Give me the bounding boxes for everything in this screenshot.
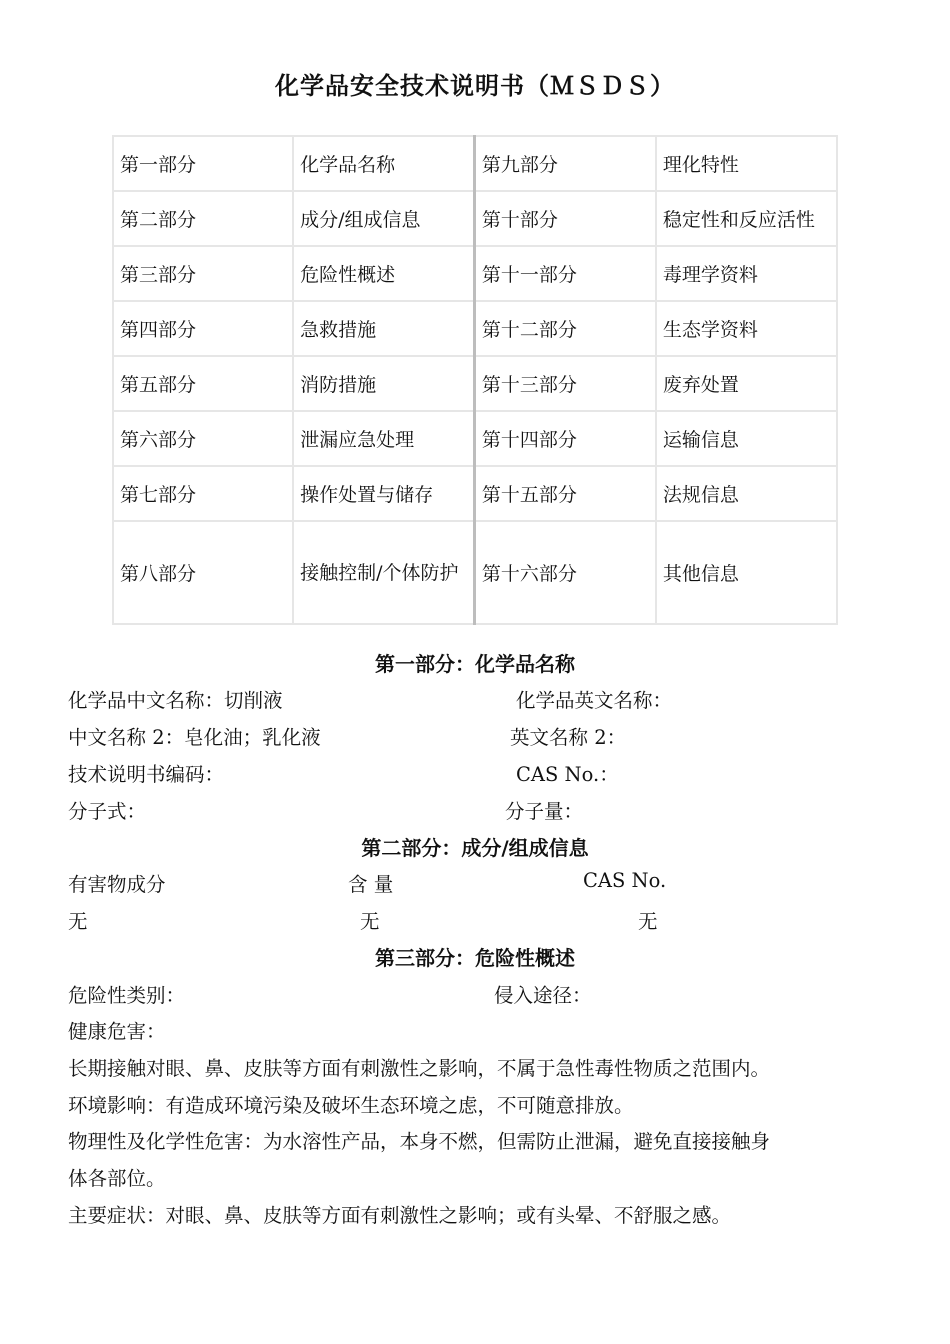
contents-row [113,411,837,466]
part-title-cell: 化学品名称 [293,136,474,191]
part-title-cell: 稳定性和反应活性 [656,191,837,246]
hazard-category-line: 危险性类别： [68,984,186,1007]
content-value: 无 [360,910,380,933]
health-label: 健康危害： [68,1020,166,1043]
contents-table [112,135,838,625]
part-number-cell: 第十四部分 [474,411,656,466]
part-title-cell: 法规信息 [656,466,837,521]
health-text: 长期接触对眼、鼻、皮肤等方面有刺激性之影响，不属于急性毒性物质之范围内。 [68,1057,771,1080]
col-content-header: 含 量 [348,873,394,896]
part-title-cell: 生态学资料 [656,301,837,356]
physchem-line-1: 物理性及化学性危害：为水溶性产品，本身不燃，但需防止泄漏，避免直接接触身 [68,1130,771,1153]
document-title: 化学品安全技术说明书（ＭＳＤＳ） [275,71,675,100]
part-number-cell: 第十部分 [474,191,656,246]
physchem-line-2: 体各部位。 [68,1167,166,1190]
part-title-cell: 运输信息 [656,411,837,466]
part-number-cell: 第十六部分 [474,521,656,624]
contents-row [113,356,837,411]
en-name2-line: 英文名称 2： [510,726,627,749]
part-number-cell: 第十一部分 [474,246,656,301]
section-2-header: 第二部分：成分/组成信息 [361,836,589,860]
part-number-cell: 第六部分 [113,411,293,466]
cas-line: CAS No.： [516,763,619,786]
contents-row [113,466,837,521]
part-title-cell: 危险性概述 [293,246,474,301]
part-title-cell: 理化特性 [656,136,837,191]
contents-row [113,191,837,246]
contents-row [113,136,837,191]
part-number-cell: 第七部分 [113,466,293,521]
section-1-header: 第一部分：化学品名称 [375,652,575,676]
mw-line: 分子量： [505,800,584,823]
part-number-cell: 第五部分 [113,356,293,411]
part-title-cell: 消防措施 [293,356,474,411]
part-title-cell: 急救措施 [293,301,474,356]
cas-value: 无 [638,910,658,933]
part-title-cell: 接触控制/个体防护 [293,521,474,624]
formula-line: 分子式： [68,800,147,823]
en-name-line: 化学品英文名称： [516,689,673,712]
symptom-line: 主要症状：对眼、鼻、皮肤等方面有刺激性之影响；或有头晕、不舒服之感。 [68,1204,732,1227]
section-3-header: 第三部分：危险性概述 [375,946,575,970]
part-number-cell: 第十五部分 [474,466,656,521]
part-number-cell: 第九部分 [474,136,656,191]
route-line: 侵入途径： [494,984,592,1007]
contents-row [113,246,837,301]
col-cas-header: CAS No. [583,869,667,892]
part-title-cell: 其他信息 [656,521,837,624]
hazard-value: 无 [68,910,88,933]
part-number-cell: 第十二部分 [474,301,656,356]
part-number-cell: 第四部分 [113,301,293,356]
cn-name-line: 化学品中文名称：切削液 [68,689,283,712]
contents-row [113,521,837,624]
part-title-cell: 成分/组成信息 [293,191,474,246]
code-line: 技术说明书编码： [68,763,225,786]
part-title-cell: 废弃处置 [656,356,837,411]
part-number-cell: 第一部分 [113,136,293,191]
contents-row [113,301,837,356]
part-title-cell: 泄漏应急处理 [293,411,474,466]
part-number-cell: 第二部分 [113,191,293,246]
col-hazard-header: 有害物成分 [68,873,166,896]
environment-line: 环境影响：有造成环境污染及破坏生态环境之虑，不可随意排放。 [68,1094,634,1117]
part-number-cell: 第十三部分 [474,356,656,411]
part-number-cell: 第三部分 [113,246,293,301]
cn-name2-line: 中文名称 2：皂化油；乳化液 [68,726,321,749]
part-number-cell: 第八部分 [113,521,293,624]
part-title-cell: 操作处置与储存 [293,466,474,521]
part-title-cell: 毒理学资料 [656,246,837,301]
